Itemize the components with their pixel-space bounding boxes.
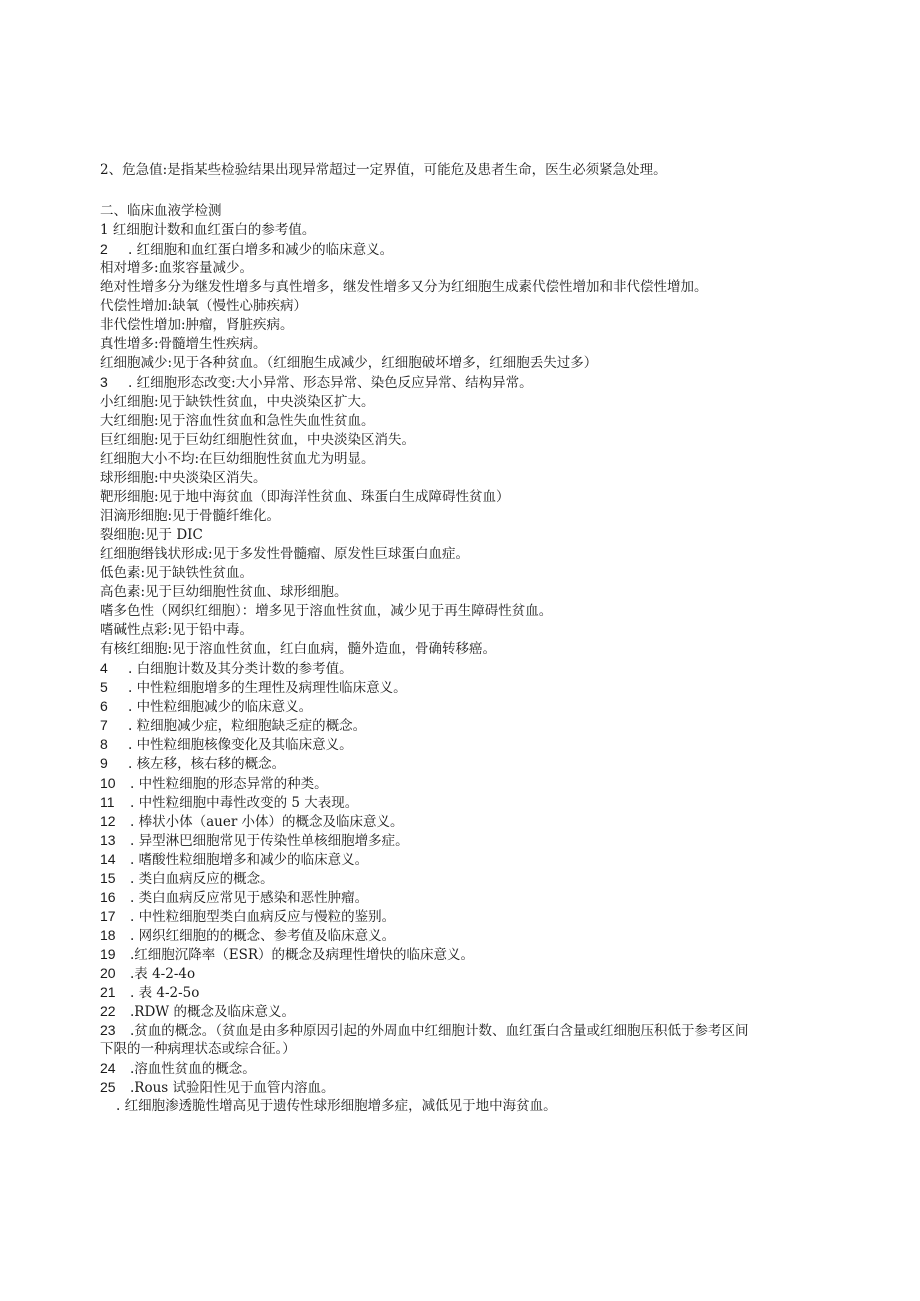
- item-text: .贫血的概念。（贫血是由多种原因引起的外周血中红细胞计数、血红蛋白含量或红细胞压积低于参考区间: [130, 1023, 749, 1040]
- text-line: [116, 1097, 557, 1116]
- text-line: [100, 373, 533, 392]
- text-line: [100, 983, 199, 1002]
- text-line: [100, 1021, 749, 1040]
- item-text: 嗜多色性（网织红细胞）：增多见于溶血性贫血，减少见于再生障碍性贫血。: [100, 603, 553, 619]
- item-text: 红细胞缗钱状形成:见于多发性骨髓瘤、原发性巨球蛋白血症。: [100, 545, 470, 562]
- item-text: 小红细胞:见于缺铁性贫血，中央淡染区扩大。: [100, 393, 375, 410]
- item-text: . 红细胞形态改变:大小异常、形态异常、染色反应异常、结构异常。: [128, 375, 533, 392]
- text-line: [100, 602, 552, 621]
- item-text: 泪滴形细胞:见于骨髓纤维化。: [100, 507, 281, 524]
- item-text: .红细胞沉降率（ESR）的概念及病理性增快的临床意义。: [130, 946, 475, 963]
- text-line: [100, 869, 274, 888]
- item-number: 13: [100, 831, 116, 848]
- item-number: 3: [100, 374, 108, 391]
- item-text: .Rous 试验阳性见于血管内溶血。: [130, 1080, 335, 1097]
- item-text: .溶血性贫血的概念。: [130, 1061, 256, 1078]
- text-line: [100, 1040, 296, 1059]
- text-line: [100, 240, 393, 259]
- item-number: 16: [100, 888, 116, 905]
- item-number: 12: [100, 812, 116, 829]
- item-text: . 中性粒细胞中毒性改变的 5 大表现。: [130, 794, 359, 811]
- item-text: 代偿性增加:缺氧（慢性心肺疾病）: [100, 298, 308, 315]
- item-text: 高色素:见于巨幼细胞性贫血、球形细胞。: [100, 584, 348, 600]
- item-text: 绝对性增多分为继发性增多与真性增多，继发性增多又分为红细胞生成素代偿性增加和非代偿性增加。: [100, 279, 708, 296]
- item-text: 红细胞大小不均:在巨幼细胞性贫血尤为明显。: [100, 450, 375, 467]
- item-text: 靶形细胞:见于地中海贫血（即海洋性贫血、珠蛋白生成障碍性贫血）: [100, 488, 510, 505]
- text-line: [100, 488, 510, 507]
- item-number: 8: [100, 736, 108, 753]
- item-text: 下限的一种病理状态或综合征。）: [100, 1041, 296, 1058]
- text-line: [100, 621, 253, 640]
- item-text: . 红细胞和血红蛋白增多和减少的临床意义。: [128, 242, 394, 259]
- item-text: . 表 4-2-5o: [130, 985, 200, 1001]
- text-line: [100, 793, 358, 812]
- item-text: 红细胞减少:见于各种贫血。（红细胞生成减少，红细胞破坏增多，红细胞丢失过多）: [100, 355, 598, 372]
- item-number: 2: [100, 241, 108, 258]
- item-text: . 中性粒细胞减少的临床意义。: [128, 699, 313, 716]
- item-text: 大红细胞:见于溶血性贫血和急性失血性贫血。: [100, 412, 375, 429]
- item-text: . 白细胞计数及其分类计数的参考值。: [128, 661, 353, 678]
- item-number: 14: [100, 850, 116, 867]
- item-text: .表 4-2-4o: [130, 966, 196, 982]
- text-line: [100, 545, 469, 564]
- text-line: [100, 469, 267, 488]
- item-number: 18: [100, 926, 116, 943]
- text-line: [100, 412, 375, 431]
- text-line: [100, 450, 375, 469]
- text-line: [100, 888, 368, 907]
- item-text: 巨红细胞:见于巨幼红细胞性贫血，中央淡染区消失。: [100, 431, 416, 448]
- item-number: 4: [100, 660, 108, 677]
- item-text: 真性增多:骨髓增生性疾病。: [100, 336, 267, 353]
- item-text: . 异型淋巴细胞常见于传染性单核细胞增多症。: [130, 832, 409, 849]
- text-line: [100, 354, 597, 373]
- item-text: . 中性粒细胞型类白血病反应与慢粒的鉴别。: [130, 908, 396, 925]
- text-line: [100, 659, 353, 678]
- text-line: [100, 278, 708, 297]
- item-number: 21: [100, 984, 116, 1000]
- item-text: . 中性粒细胞的形态异常的种类。: [130, 775, 328, 792]
- item-text: 裂细胞:见于 DIC: [100, 526, 203, 543]
- item-text: . 粒细胞减少症，粒细胞缺乏症的概念。: [128, 718, 367, 735]
- item-number: 22: [100, 1003, 116, 1020]
- item-text: 嗜碱性点彩:见于铅中毒。: [100, 622, 254, 638]
- item-text: 有核红细胞:见于溶血性贫血，红白血病，髓外造血，骨确转移癌。: [100, 641, 497, 658]
- critical-value-definition: 2、危急值:是指某些检验结果出现异常超过一定界值，可能危及患者生命，医生必须紧急处理。: [100, 162, 667, 178]
- text-line: [100, 431, 415, 450]
- text-line: [100, 507, 280, 526]
- text-line: [100, 221, 315, 240]
- text-line: [100, 316, 294, 335]
- item-number: 17: [100, 907, 116, 924]
- item-text: . 类白血病反应常见于感染和恶性肿瘤。: [130, 889, 369, 906]
- text-line: [100, 735, 353, 754]
- item-number: 7: [100, 717, 108, 734]
- text-line: [100, 583, 348, 602]
- item-text: 相对增多:血浆容量减少。: [100, 260, 254, 277]
- text-line: [100, 926, 395, 945]
- item-text: 非代偿性增加:肿瘤，肾脏疾病。: [100, 317, 294, 334]
- section-title: 二、临床血液学检测: [100, 203, 222, 219]
- text-line: [100, 564, 253, 583]
- item-number: 19: [100, 945, 116, 962]
- text-line: [100, 678, 407, 697]
- text-line: [100, 945, 474, 964]
- text-line: [100, 831, 409, 850]
- text-line: [100, 774, 328, 793]
- text-line: [100, 393, 375, 412]
- item-number: 15: [100, 869, 116, 886]
- item-text: . 嗜酸性粒细胞增多和减少的临床意义。: [130, 851, 369, 868]
- item-number: 10: [100, 774, 116, 791]
- text-line: [100, 1002, 295, 1021]
- text-line: [100, 850, 368, 869]
- text-line: [100, 716, 366, 735]
- item-number: 6: [100, 698, 108, 715]
- text-line: [100, 1059, 256, 1078]
- text-line: [100, 259, 253, 278]
- item-text: . 棒状小体（auer 小体）的概念及临床意义。: [130, 813, 404, 830]
- item-text: .RDW 的概念及临床意义。: [130, 1004, 295, 1021]
- item-number: 25: [100, 1079, 116, 1096]
- item-text: . 类白血病反应的概念。: [130, 870, 274, 887]
- item-number: 5: [100, 679, 108, 696]
- item-text: 1 红细胞计数和血红蛋白的参考值。: [100, 222, 316, 238]
- item-text: . 核左移，核右移的概念。: [128, 756, 286, 773]
- item-text: 低色素:见于缺铁性贫血。: [100, 564, 254, 581]
- text-line: [100, 526, 203, 545]
- text-line: [100, 964, 195, 983]
- text-line: [100, 640, 496, 659]
- item-number: 23: [100, 1022, 116, 1039]
- item-number: 24: [100, 1060, 116, 1077]
- item-number: 11: [100, 793, 115, 810]
- text-line: [100, 1078, 335, 1097]
- text-line: [100, 335, 267, 354]
- item-text: . 红细胞渗透脆性增高见于遗传性球形细胞增多症，减低见于地中海贫血。: [116, 1098, 557, 1115]
- item-text: . 网织红细胞的的概念、参考值及临床意义。: [130, 927, 396, 944]
- item-number: 20: [100, 965, 116, 981]
- text-line: [100, 812, 404, 831]
- text-line: [100, 297, 307, 316]
- item-number: 9: [100, 755, 108, 772]
- text-line: [100, 697, 312, 716]
- text-line: [100, 907, 395, 926]
- text-line: [100, 754, 285, 773]
- item-text: . 中性粒细胞核像变化及其临床意义。: [128, 737, 353, 754]
- item-text: 球形细胞:中央淡染区消失。: [100, 469, 267, 486]
- item-text: . 中性粒细胞增多的生理性及病理性临床意义。: [128, 680, 407, 697]
